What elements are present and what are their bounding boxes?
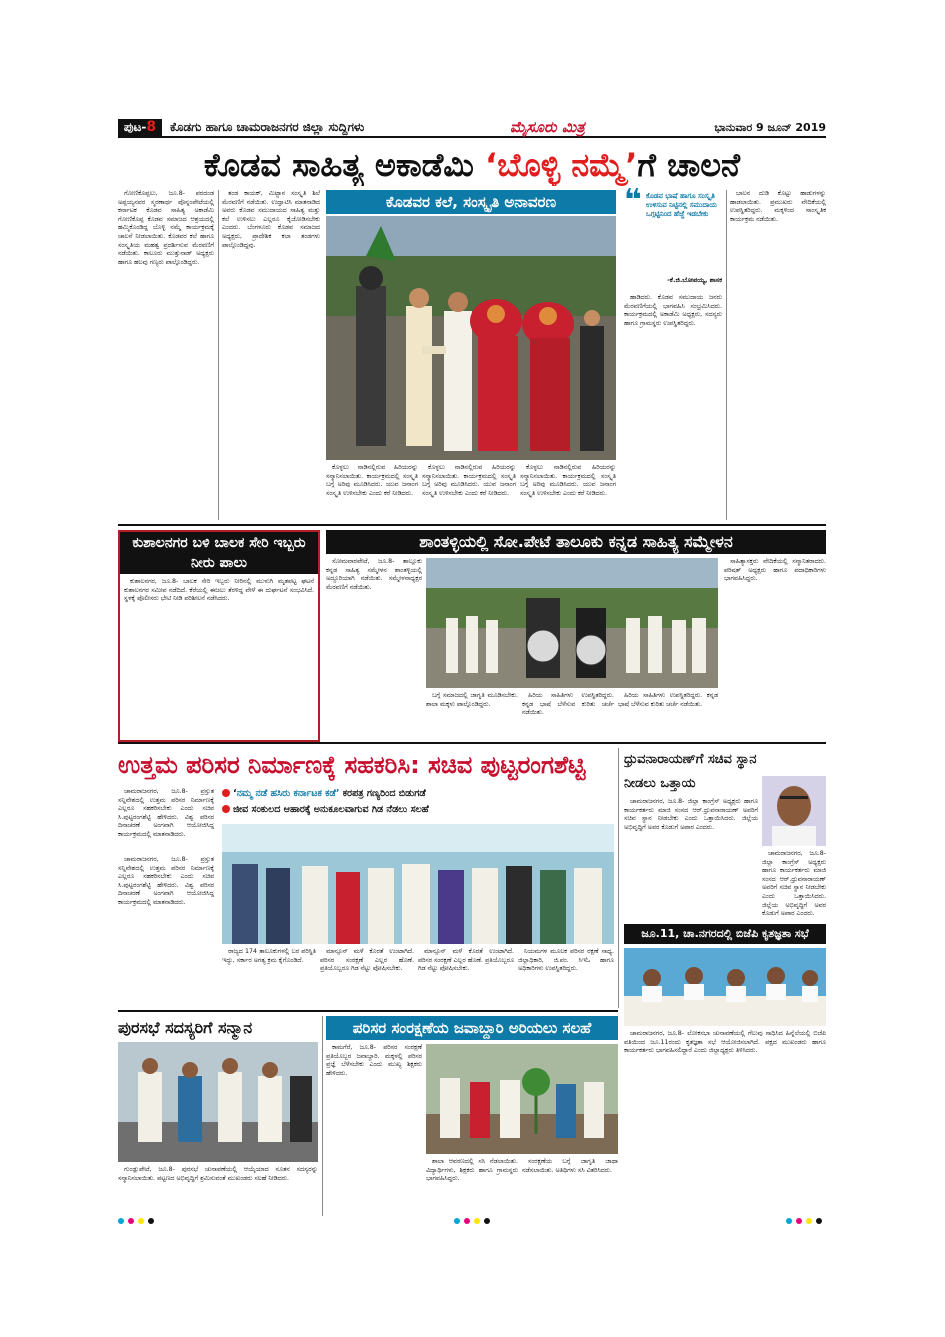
environment-col-2	[426, 1158, 518, 1216]
bjp-meeting-photo	[624, 948, 826, 1026]
cyan-dot	[786, 1218, 792, 1224]
somavarpet-col-4	[724, 558, 826, 736]
lead-headline-quote: ‘ಬೊಳ್ಳಿ ನಮ್ಮೆ’	[485, 146, 638, 184]
lead-mid-text-3: ಕೊಳ್ಳಲು ನಾಡಿನಲ್ಲಿರುವ ಹಿರಿಯರನ್ನು ಸನ್ಮಾನಿಸಲಾಯಿತು. ಕಾರ್ಯಕ್ರಮದಲ್ಲಿ ಸಂಸ್ಕೃತಿ ಬಗ್ಗೆ ಅರಿವು ಮೂಡಿಸಿದರು. ಯುವ ಜನಾಂಗ ಸಂಸ್ಕೃತಿ ಉಳಿಸಬೇಕು ಎಂದು ಕರೆ ನೀಡಿದರು.	[520, 464, 616, 497]
bullet-point-1	[222, 788, 426, 799]
black-dot	[484, 1218, 490, 1224]
minister-col-right	[518, 948, 614, 1006]
magenta-dot	[128, 1218, 134, 1224]
minister-event-photo	[222, 824, 614, 944]
cyan-dot	[454, 1218, 460, 1224]
minister-col-mid2-body: ಮಾನ್ಸೂನ್ ಮಳೆ ಕೊರತೆ ಉಂಟಾಗಿದೆ. ಪರಿಸರ ಸಂರಕ್ಷಣೆ ಎಲ್ಲರ ಹೊಣೆ. ಪ್ರತಿಯೊಬ್ಬರೂ ಗಿಡ ನೆಟ್ಟು ಪೋಷಿಸಬೇಕು.	[418, 948, 514, 973]
bullet1-post: ಕರಪತ್ರ ಗಣ್ಯರಿಂದ ಬಿಡುಗಡೆ	[339, 788, 426, 799]
tree-planting-illustration	[426, 1044, 618, 1154]
box-news-drowning	[118, 530, 320, 742]
newspaper-page	[118, 118, 826, 1224]
bullet-dot-icon	[222, 789, 230, 797]
somavarpet-headline: ಶಾಂತಳ್ಳಿಯಲ್ಲಿ ಸೋ.ಪೇಟೆ ತಾಲೂಕು ಕನ್ನಡ ಸಾಹಿತ್ಯ ಸಮ್ಮೇಳನ	[326, 530, 826, 554]
lead-column-mid-1	[326, 464, 418, 520]
column-divider	[618, 748, 619, 1008]
page-number: 8	[146, 119, 157, 135]
minister-col-mid-2	[418, 948, 514, 1006]
minister-col-right-body: ನಿಯಮಗಳ ಮೂಲಕ ಪರಿಸರ ರಕ್ಷಣೆ ಸಾಧ್ಯ. ಜಿಲ್ಲಾಧಿಕಾರಿ, ಜಿ.ಪಂ. ಸಿಇಓ ಹಾಗೂ ಅಧಿಕಾರಿಗಳು ಉಪಸ್ಥಿತರಿದ್ದರು.	[518, 948, 614, 973]
lead-column-mid-3	[520, 464, 616, 520]
bjp-body: ಚಾಮರಾಜನಗರ, ಜೂ.8- ಲೋಕಸಭಾ ಚುನಾವಣೆಯಲ್ಲಿ ಗೆಲುವು ಸಾಧಿಸಿದ ಹಿನ್ನೆಲೆಯಲ್ಲಿ ಬಿಜೆಪಿ ವತಿಯಿಂದ ಜೂ.11ರಂದು ಕೃತಜ್ಞತಾ ಸಭೆ ಆಯೋಜಿಸಲಾಗಿದೆ. ಪಕ್ಷದ ಮುಖಂಡರು ಹಾಗೂ ಕಾರ್ಯಕರ್ತರು ಭಾಗವಹಿಸಲಿದ್ದಾರೆ ಎಂದು ಜಿಲ್ಲಾಧ್ಯಕ್ಷರು ತಿಳಿಸಿದರು.	[624, 1030, 826, 1055]
somavarpet-col-3b	[618, 692, 718, 736]
page-number-badge	[118, 119, 162, 136]
column-divider	[218, 190, 219, 520]
portrait-illustration	[762, 776, 826, 846]
lead-mid-text-2: ಕೊಳ್ಳಲು ನಾಡಿನಲ್ಲಿರುವ ಹಿರಿಯರನ್ನು ಸನ್ಮಾನಿಸಲಾಯಿತು. ಕಾರ್ಯಕ್ರಮದಲ್ಲಿ ಸಂಸ್ಕೃತಿ ಬಗ್ಗೆ ಅರಿವು ಮೂಡಿಸಿದರು. ಯುವ ಜನಾಂಗ ಸಂಸ್ಕೃತಿ ಉಳಿಸಬೇಕು ಎಂದು ಕರೆ ನೀಡಿದರು.	[422, 464, 516, 497]
sammelana-procession-illustration	[426, 558, 718, 688]
environment-photo	[426, 1044, 618, 1154]
environment-col1-text: ಕಾಮಗೆರೆ, ಜೂ.8- ಪರಿಸರ ಸಂರಕ್ಷಣೆ ಪ್ರತಿಯೊಬ್ಬರ ಜವಾಬ್ದಾರಿ. ಮಕ್ಕಳಲ್ಲಿ ಪರಿಸರ ಪ್ರಜ್ಞೆ ಬೆಳೆಸಬೇಕು ಎಂದು ಮುಖ್ಯ ಶಿಕ್ಷಕರು ಹೇಳಿದರು.	[326, 1044, 422, 1077]
minister-col-left-body: ಚಾಮರಾಜನಗರ, ಜೂ.8- ಪ್ರಸ್ತುತ ಸನ್ನಿವೇಶದಲ್ಲಿ ಉತ್ತಮ ಪರಿಸರ ನಿರ್ಮಾಣಕ್ಕೆ ಎಲ್ಲರೂ ಸಹಕರಿಸಬೇಕು ಎಂದು ಸಚಿವ ಸಿ.ಪುಟ್ಟರಂಗಶೆಟ್ಟಿ ಹೇಳಿದರು. ವಿಶ್ವ ಪರಿಸರ ದಿನಾಚರಣೆ ಅಂಗವಾಗಿ ಆಯೋಜಿಸಿದ್ದ ಕಾರ್ಯಕ್ರಮದಲ್ಲಿ ಮಾತನಾಡಿದರು.	[118, 856, 214, 906]
registration-marks-right	[786, 1218, 826, 1224]
environment-col-3	[522, 1158, 618, 1216]
lead-column-2	[222, 190, 320, 520]
environment-col-1	[326, 1044, 422, 1216]
felicitation-illustration	[118, 1042, 318, 1162]
yellow-dot	[806, 1218, 812, 1224]
dhruva-text	[624, 798, 758, 918]
magenta-dot	[464, 1218, 470, 1224]
lead-right1-text: ಹಾಡಿದರು. ಕೊಡವ ಸಮುದಾಯ ಜನರು ಮೆರವಣಿಗೆಯಲ್ಲಿ ಭಾಗವಹಿಸಿ ಸಂಭ್ರಮಿಸಿದರು. ಕಾರ್ಯಕ್ರಮದಲ್ಲಿ ಅಕಾಡೆಮಿ ಅಧ್ಯಕ್ಷರು, ಸದಸ್ಯರು ಹಾಗೂ ಗ್ರಾಮಸ್ಥರು ಉಪಸ್ಥಿತರಿದ್ದರು.	[624, 294, 722, 327]
lead-right2-text: ಬಾಲನ ದುಡಿ ಕೊಟ್ಟು ಹಾಡುಗಳನ್ನು ಹಾಡಲಾಯಿತು. ಪ್ರಮುಖರು ವೇದಿಕೆಯಲ್ಲಿ ಉಪಸ್ಥಿತರಿದ್ದರು. ಮಕ್ಕಳಿಂದ ಸಾಂಸ್ಕೃತಿಕ ಕಾರ್ಯಕ್ರಮ ನಡೆಯಿತು.	[730, 190, 826, 223]
lead-headline	[118, 144, 826, 186]
press-meet-illustration	[624, 948, 826, 1026]
lead-sub-banner: ಕೊಡವರ ಕಲೆ, ಸಂಸ್ಕೃತಿ ಅನಾವರಣ	[326, 190, 616, 214]
lead-column-mid-2	[422, 464, 516, 520]
column-divider	[322, 1016, 323, 1216]
yellow-dot	[474, 1218, 480, 1224]
bjp-text	[624, 1030, 826, 1214]
quote-mark-icon: ❝	[624, 183, 642, 218]
minister-col-left	[118, 856, 214, 1006]
issue-date: ಭಾನುವಾರ 9 ಜೂನ್ 2019	[714, 121, 826, 134]
section-rule	[118, 742, 826, 744]
dhruva-body: ಚಾಮರಾಜನಗರ, ಜೂ.8- ಜಿಲ್ಲಾ ಕಾಂಗ್ರೆಸ್ ಅಧ್ಯಕ್ಷರು ಹಾಗೂ ಕಾರ್ಯಕರ್ತರು ಮಾಜಿ ಸಂಸದ ಆರ್.ಧ್ರುವನಾರಾಯಣ್ ಅವರಿಗೆ ಸಚಿವ ಸ್ಥಾನ ನೀಡಬೇಕು ಎಂದು ಒತ್ತಾಯಿಸಿದರು. ಜಿಲ್ಲೆಯ ಅಭಿವೃದ್ಧಿಗೆ ಅವರ ಕೊಡುಗೆ ಅಪಾರ ಎಂದರು.	[624, 798, 758, 831]
dhruva-body-2: ಚಾಮರಾಜನಗರ, ಜೂ.8- ಜಿಲ್ಲಾ ಕಾಂಗ್ರೆಸ್ ಅಧ್ಯಕ್ಷರು ಹಾಗೂ ಕಾರ್ಯಕರ್ತರು ಮಾಜಿ ಸಂಸದ ಆರ್.ಧ್ರುವನಾರಾಯಣ್ ಅವರಿಗೆ ಸಚಿವ ಸ್ಥಾನ ನೀಡಬೇಕು ಎಂದು ಒತ್ತಾಯಿಸಿದರು. ಜಿಲ್ಲೆಯ ಅಭಿವೃದ್ಧಿಗೆ ಅವರ ಕೊಡುಗೆ ಅಪಾರ ಎಂದರು.	[762, 850, 826, 918]
municipal-headline: ಪುರಸಭೆ ಸದಸ್ಯರಿಗೆ ಸನ್ಮಾನ	[118, 1018, 253, 1037]
bullet2-text: ಜೀವ ಸಂಕುಲದ ಆಹಾರಕ್ಕೆ ಅನುಕೂಲವಾಗುವ ಗಿಡ ನೆಡಲು ಸಲಹೆ	[233, 804, 429, 815]
page-header	[118, 118, 826, 138]
somavarpet-photo	[426, 558, 718, 688]
page-label: ಪುಟ-	[123, 120, 147, 134]
minister-caption	[222, 948, 316, 1006]
somavarpet-col-3	[522, 692, 614, 736]
black-dot	[148, 1218, 154, 1224]
municipal-text	[118, 1166, 318, 1216]
municipal-photo	[118, 1042, 318, 1162]
somavarpet-col-2	[426, 692, 518, 736]
somavarpet-col4-text: ಸಾಹಿತ್ಯಾಸಕ್ತರು ವೇದಿಕೆಯಲ್ಲಿ ಸನ್ಮಾನಿತರಾದರು. ಪರಿಷತ್ ಅಧ್ಯಕ್ಷರು ಹಾಗೂ ಪದಾಧಿಕಾರಿಗಳು ಭಾಗವಹಿಸಿದ್ದರು.	[724, 558, 826, 583]
somavarpet-col3b-text: ಹಿರಿಯ ಸಾಹಿತಿಗಳು ಉಪಸ್ಥಿತರಿದ್ದರು. ಕನ್ನಡ ಭಾಷೆ ಬೆಳೆಸುವ ಕುರಿತು ಚರ್ಚೆ ನಡೆಯಿತು.	[618, 692, 718, 708]
quote-text: ಕೊಡವ ಭಾಷೆ ಹಾಗೂ ಸಂಸ್ಕೃತಿ ಉಳಿಸುವ ನಿಟ್ಟಿನಲ್ಲಿ ಸಮುದಾಯ ಒಗ್ಗಟ್ಟಿನಿಂದ ಹೆಜ್ಜೆ ಇಡಬೇಕು	[646, 192, 717, 218]
lead-column-right-2	[730, 190, 826, 520]
somavarpet-col1-text: ಸೋಮವಾರಪೇಟೆ, ಜೂ.8- ತಾಲ್ಲೂಕು ಕನ್ನಡ ಸಾಹಿತ್ಯ ಸಮ್ಮೇಳನ ಶಾಂತಳ್ಳಿಯಲ್ಲಿ ಅದ್ದೂರಿಯಾಗಿ ನಡೆಯಿತು. ಸಮ್ಮೇಳನಾಧ್ಯಕ್ಷರ ಮೆರವಣಿಗೆ ನಡೆಯಿತು.	[326, 558, 422, 591]
section-rule	[118, 524, 826, 526]
drowning-text	[124, 578, 314, 738]
minister-intro-body: ಚಾಮರಾಜನಗರ, ಜೂ.8- ಪ್ರಸ್ತುತ ಸನ್ನಿವೇಶದಲ್ಲಿ ಉತ್ತಮ ಪರಿಸರ ನಿರ್ಮಾಣಕ್ಕೆ ಎಲ್ಲರೂ ಸಹಕರಿಸಬೇಕು ಎಂದು ಸಚಿವ ಸಿ.ಪುಟ್ಟರಂಗಶೆಟ್ಟಿ ಹೇಳಿದರು. ವಿಶ್ವ ಪರಿಸರ ದಿನಾಚರಣೆ ಅಂಗವಾಗಿ ಆಯೋಜಿಸಿದ್ದ ಕಾರ್ಯಕ್ರಮದಲ್ಲಿ ಮಾತನಾಡಿದರು.	[118, 788, 214, 838]
quote-attribution: -ಕೆ.ಜಿ.ಬೋಪಯ್ಯ, ಶಾಸಕ	[667, 276, 722, 284]
dhruva-headline-1: ಧ್ರುವನಾರಾಯಣ್‌ಗೆ ಸಚಿವ ಸ್ಥಾನ	[624, 752, 757, 767]
lead-headline-part2: ಗೆ ಚಾಲನೆ	[637, 146, 741, 184]
environment-col3-text: ಸಂರಕ್ಷಣೆಯ ಬಗ್ಗೆ ಜಾಗೃತಿ ಜಾಥಾ ನಡೆಸಲಾಯಿತು. ಅತಿಥಿಗಳು ಸಸಿ ವಿತರಿಸಿದರು.	[522, 1158, 618, 1174]
environment-headline: ಪರಿಸರ ಸಂರಕ್ಷಣೆಯ ಜವಾಬ್ದಾರಿ ಅರಿಯಲು ಸಲಹೆ	[326, 1016, 618, 1040]
registration-marks-left	[118, 1218, 158, 1224]
drowning-headline: ಕುಶಾಲನಗರ ಬಳಿ ಬಾಲಕ ಸೇರಿ ಇಬ್ಬರು ನೀರು ಪಾಲು	[120, 532, 318, 574]
dhruva-headline-2: ನೀಡಲು ಒತ್ತಾಯ	[624, 776, 696, 791]
bullet-dot-icon	[222, 805, 230, 813]
dhruva-portrait	[762, 776, 826, 846]
somavarpet-col3-text: ಹಿರಿಯ ಸಾಹಿತಿಗಳು ಉಪಸ್ಥಿತರಿದ್ದರು. ಕನ್ನಡ ಭಾಷೆ ಬೆಳೆಸುವ ಕುರಿತು ಚರ್ಚೆ ನಡೆಯಿತು.	[522, 692, 614, 717]
black-dot	[816, 1218, 822, 1224]
lead-photo	[326, 216, 616, 460]
lead-column-1	[118, 190, 214, 520]
environment-col2-text: ಶಾಲಾ ಆವರಣದಲ್ಲಿ ಸಸಿ ನೆಡಲಾಯಿತು. ವಿದ್ಯಾರ್ಥಿಗಳು, ಶಿಕ್ಷಕರು ಹಾಗೂ ಗ್ರಾಮಸ್ಥರು ಭಾಗವಹಿಸಿದ್ದರು.	[426, 1158, 518, 1183]
newspaper-brand: ಮೈಸೂರು ಮಿತ್ರ	[510, 118, 585, 136]
lead-column-right-1	[624, 294, 722, 520]
magenta-dot	[796, 1218, 802, 1224]
bjp-headline: ಜೂ.11, ಚಾ.ನಗರದಲ್ಲಿ ಬಿಜೆಪಿ ಕೃತಜ್ಞತಾ ಸಭೆ	[624, 924, 826, 944]
minister-col-mid	[320, 948, 414, 1006]
cyan-dot	[118, 1218, 124, 1224]
section-title: ಕೊಡಗು ಹಾಗೂ ಚಾಮರಾಜನಗರ ಜಿಲ್ಲಾ ಸುದ್ದಿಗಳು	[170, 120, 365, 134]
section-rule	[118, 1010, 618, 1012]
dhruva-text-2	[762, 850, 826, 918]
registration-marks-center	[454, 1218, 494, 1224]
yellow-dot	[138, 1218, 144, 1224]
column-divider	[726, 190, 727, 520]
minister-col-mid-body: ಮಾನ್ಸೂನ್ ಮಳೆ ಕೊರತೆ ಉಂಟಾಗಿದೆ. ಪರಿಸರ ಸಂರಕ್ಷಣೆ ಎಲ್ಲರ ಹೊಣೆ. ಪ್ರತಿಯೊಬ್ಬರೂ ಗಿಡ ನೆಟ್ಟು ಪೋಷಿಸಬೇಕು.	[320, 948, 414, 973]
somavarpet-col2-text: ಬಗ್ಗೆ ಸಮಾಜದಲ್ಲಿ ಜಾಗೃತಿ ಮೂಡಿಸಬೇಕು. ಶಾಲಾ ಮಕ್ಕಳು ಪಾಲ್ಗೊಂಡಿದ್ದರು.	[426, 692, 518, 708]
lead-mid-text-1: ಕೊಳ್ಳಲು ನಾಡಿನಲ್ಲಿರುವ ಹಿರಿಯರನ್ನು ಸನ್ಮಾನಿಸಲಾಯಿತು. ಕಾರ್ಯಕ್ರಮದಲ್ಲಿ ಸಂಸ್ಕೃತಿ ಬಗ್ಗೆ ಅರಿವು ಮೂಡಿಸಿದರು. ಯುವ ಜನಾಂಗ ಸಂಸ್ಕೃತಿ ಉಳಿಸಬೇಕು ಎಂದು ಕರೆ ನೀಡಿದರು.	[326, 464, 418, 497]
bullet-point-2	[222, 804, 429, 815]
bullet1-highlight: ನಮ್ಮ ನಡೆ ಹಸಿರು ಕರ್ನಾಟಕ ಕಡೆ’	[236, 788, 340, 799]
drowning-body: ಕುಶಾಲನಗರ, ಜೂ.8- ಬಾಲಕ ಸೇರಿ ಇಬ್ಬರು ನೀರಿನಲ್ಲಿ ಮುಳುಗಿ ಮೃತಪಟ್ಟ ಘಟನೆ ಕುಶಾಲನಗರ ಸಮೀಪ ನಡೆದಿದೆ. ಕೆರೆಯಲ್ಲಿ ಈಜಲು ತೆರಳಿದ್ದ ವೇಳೆ ಈ ದುರ್ಘಟನೆ ಸಂಭವಿಸಿದೆ. ಸ್ಥಳಕ್ಕೆ ಪೊಲೀಸರು ಭೇಟಿ ನೀಡಿ ಪರಿಶೀಲನೆ ನಡೆಸಿದರು.	[124, 578, 314, 603]
lead-col2-text: ತಂಡ ಕಾಯಕ್, ಮಿಟ್ಟಾನ ಸಂಸ್ಕೃತಿ ಶಿಲೆ ಮೆರವಣಿಗೆ ನಡೆಯಿತು. ಉದ್ಘಾಟಿಸಿ ಮಾತನಾಡಿದ ಅವರು ಕೊಡವ ಸಮುದಾಯದ ಸಾಹಿತ್ಯ ಮತ್ತು ಕಲೆ ಉಳಿಸಲು ಎಲ್ಲರೂ ಕೈಜೋಡಿಸಬೇಕು ಎಂದರು. ಬೆಂಗಳೂರು ಕೊಡವ ಸಮಾಜದ ಅಧ್ಯಕ್ಷರು, ಪ್ರಾದೇಶಿಕ ಕಲಾ ತಂಡಗಳು ಪಾಲ್ಗೊಂಡಿದ್ದವು.	[222, 190, 320, 249]
environment-minister-headline: ಉತ್ತಮ ಪರಿಸರ ನಿರ್ಮಾಣಕ್ಕೆ ಸಹಕರಿಸಿ: ಸಚಿವ ಪುಟ್ಟರಂಗಶೆಟ್ಟಿ	[118, 751, 586, 779]
procession-photo-illustration	[326, 216, 616, 460]
lead-headline-part1: ಕೊಡವ ಸಾಹಿತ್ಯ ಅಕಾಡೆಮಿ	[203, 146, 486, 184]
minister-intro-text	[118, 788, 214, 852]
minister-caption-body: ರಾಜ್ಯದ 174 ತಾಲೂಕುಗಳಲ್ಲಿ ಬರ ಪರಿಸ್ಥಿತಿ ಇದ್ದು, ಸರ್ಕಾರ ಅಗತ್ಯ ಕ್ರಮ ಕೈಗೊಂಡಿದೆ.	[222, 948, 316, 964]
somavarpet-col-1	[326, 558, 422, 736]
municipal-body: ಗುಂಡ್ಲುಪೇಟೆ, ಜೂ.8- ಪುರಸಭೆ ಚುನಾವಣೆಯಲ್ಲಿ ಆಯ್ಕೆಯಾದ ನೂತನ ಸದಸ್ಯರನ್ನು ಸನ್ಮಾನಿಸಲಾಯಿತು. ಪಟ್ಟಣದ ಅಭಿವೃದ್ಧಿಗೆ ಶ್ರಮಿಸುವಂತೆ ಮುಖಂಡರು ಸಲಹೆ ನೀಡಿದರು.	[118, 1166, 318, 1182]
stage-dignitaries-illustration	[222, 824, 614, 944]
pull-quote	[624, 183, 722, 290]
bullet1-pre: ‘	[233, 788, 237, 799]
lead-col1-text: ಗೋಣಿಕೊಪ್ಪಲು, ಜೂ.8- ಪರದಂಡ ಅಪ್ಪಯ್ಯನವರ ಸ್ಮರಣಾರ್ಥ ಪೊನ್ನಂಪೇಟೆಯಲ್ಲಿ ಕರ್ನಾಟಕ ಕೊಡವ ಸಾಹಿತ್ಯ ಅಕಾಡೆಮಿ ಗೋಣಿಕೊಪ್ಪ ಕೊಡವ ಸಮಾಜದ ಆಶ್ರಯದಲ್ಲಿ ಹಮ್ಮಿಕೊಂಡಿದ್ದ ಬೊಳ್ಳಿ ನಮ್ಮೆ ಕಾರ್ಯಕ್ರಮಕ್ಕೆ ಚಾಲನೆ ನೀಡಲಾಯಿತು. ಕೊಡವರ ಕಲೆ ಹಾಗೂ ಸಂಸ್ಕೃತಿಯ ಮಹತ್ವ ಪ್ರದರ್ಶಿಸುವ ಮೆರವಣಿಗೆ ನಡೆಯಿತು. ಕಾಲೂರು ಮುತ್ತುನಾಡ್ ಅಧ್ಯಕ್ಷರು ಹಾಗೂ ಹಲವು ಗಣ್ಯರು ಪಾಲ್ಗೊಂಡಿದ್ದರು.	[118, 190, 214, 266]
